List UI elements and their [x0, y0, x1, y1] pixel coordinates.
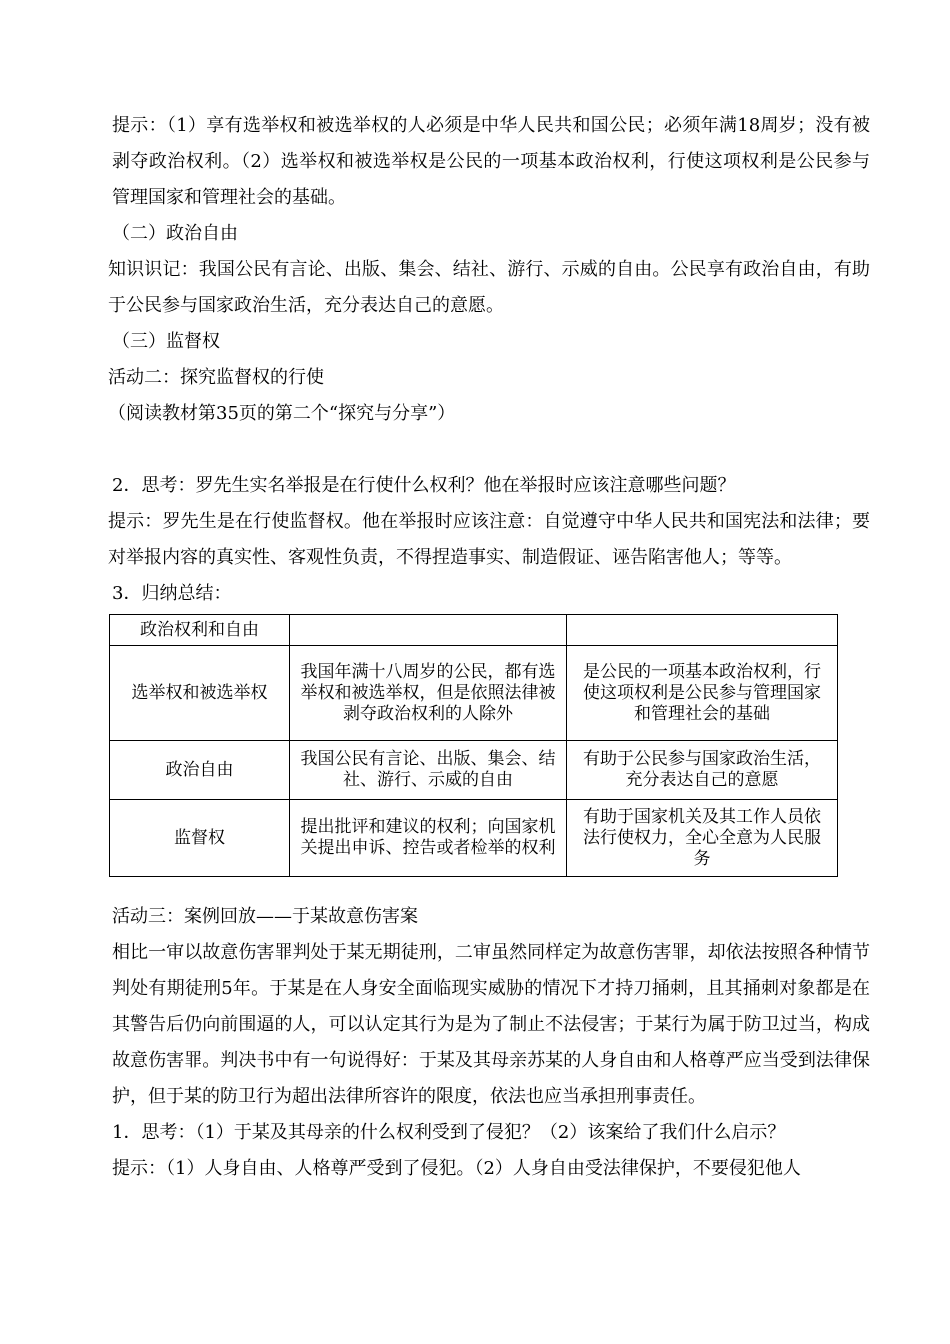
summary-heading: 3．归纳总结：: [112, 583, 232, 604]
case-paragraph: 相比一审以故意伤害罪判处于某无期徒刑，二审虽然同样定为故意伤害罪，却依法按照各种情节判处有期徒刑5年。于某是在人身安全面临现实威胁的情况下才持刀捅刺，且其捅刺对象都是在其警告后仍向前围逼的人，可以认定其行为是为了制止不法侵害；于某行为属于防卫过当，构成故意伤害罪。判决书中有一句说得好：于某及其母亲苏某的人身自由和人格尊严应当受到法律保护，但于某的防卫行为超出法律所容许的限度，依法也应当承担刑事责任。: [112, 942, 870, 1107]
table-cell: 监督权: [110, 800, 290, 877]
table-cell: 有助于国家机关及其工作人员依法行使权力，全心全意为人民服务: [567, 800, 838, 877]
knowledge-paragraph: 知识识记：我国公民有言论、出版、集会、结社、游行、示威的自由。公民享有政治自由，有助于公民参与国家政治生活，充分表达自己的意愿。: [108, 259, 870, 316]
table-cell: 是公民的一项基本政治权利，行使这项权利是公民参与管理国家和管理社会的基础: [567, 646, 838, 741]
table-cell: 提出批评和建议的权利；向国家机关提出申诉、控告或者检举的权利: [290, 800, 567, 877]
hint-paragraph-1: 提示：（1）享有选举权和被选举权的人必须是中华人民共和国公民；必须年满18周岁；没有被剥夺政治权利。（2）选举权和被选举权是公民的一项基本政治权利，行使这项权利是公民参与管理国家和管理社会的基础。: [112, 115, 870, 208]
activity-three-title: 活动三：案例回放——于某故意伤害案: [112, 906, 418, 927]
table-cell: 选举权和被选举权: [110, 646, 290, 741]
section-heading-political-freedom: （二）政治自由: [112, 223, 238, 244]
summary-table: [109, 614, 838, 877]
document-page: [80, 108, 870, 1187]
table-cell: 政治自由: [110, 741, 290, 800]
question-2: 2．思考：罗先生实名举报是在行使什么权利？他在举报时应该注意哪些问题？: [112, 475, 736, 496]
table-cell: 我国公民有言论、出版、集会、结社、游行、示威的自由: [290, 741, 567, 800]
question-1: 1．思考：（1）于某及其母亲的什么权利受到了侵犯？（2）该案给了我们什么启示？: [112, 1122, 786, 1143]
reading-note: （阅读教材第35页的第二个“探究与分享”）: [108, 403, 456, 424]
table-cell: [290, 615, 567, 646]
blank-line: [80, 432, 870, 468]
section-heading-supervision: （三）监督权: [112, 331, 220, 352]
hint-paragraph-2: 提示：罗先生是在行使监督权。他在举报时应该注意：自觉遵守中华人民共和国宪法和法律；要对举报内容的真实性、客观性负责，不得捏造事实、制造假证、诬告陷害他人；等等。: [108, 511, 870, 568]
table-row: [110, 646, 838, 741]
table-row: [110, 800, 838, 877]
table-cell: 我国年满十八周岁的公民，都有选举权和被选举权，但是依照法律被剥夺政治权利的人除外: [290, 646, 567, 741]
summary-table-wrapper: [109, 614, 837, 877]
table-cell: 政治权利和自由: [110, 615, 290, 646]
table-cell: 有助于公民参与国家政治生活，充分表达自己的意愿: [567, 741, 838, 800]
table-header-row: [110, 615, 838, 646]
activity-two-title: 活动二：探究监督权的行使: [108, 367, 324, 388]
hint-paragraph-3: 提示：（1）人身自由、人格尊严受到了侵犯。（2）人身自由受法律保护，不要侵犯他人: [112, 1158, 801, 1179]
table-cell: [567, 615, 838, 646]
table-row: [110, 741, 838, 800]
spacer: [80, 877, 870, 899]
